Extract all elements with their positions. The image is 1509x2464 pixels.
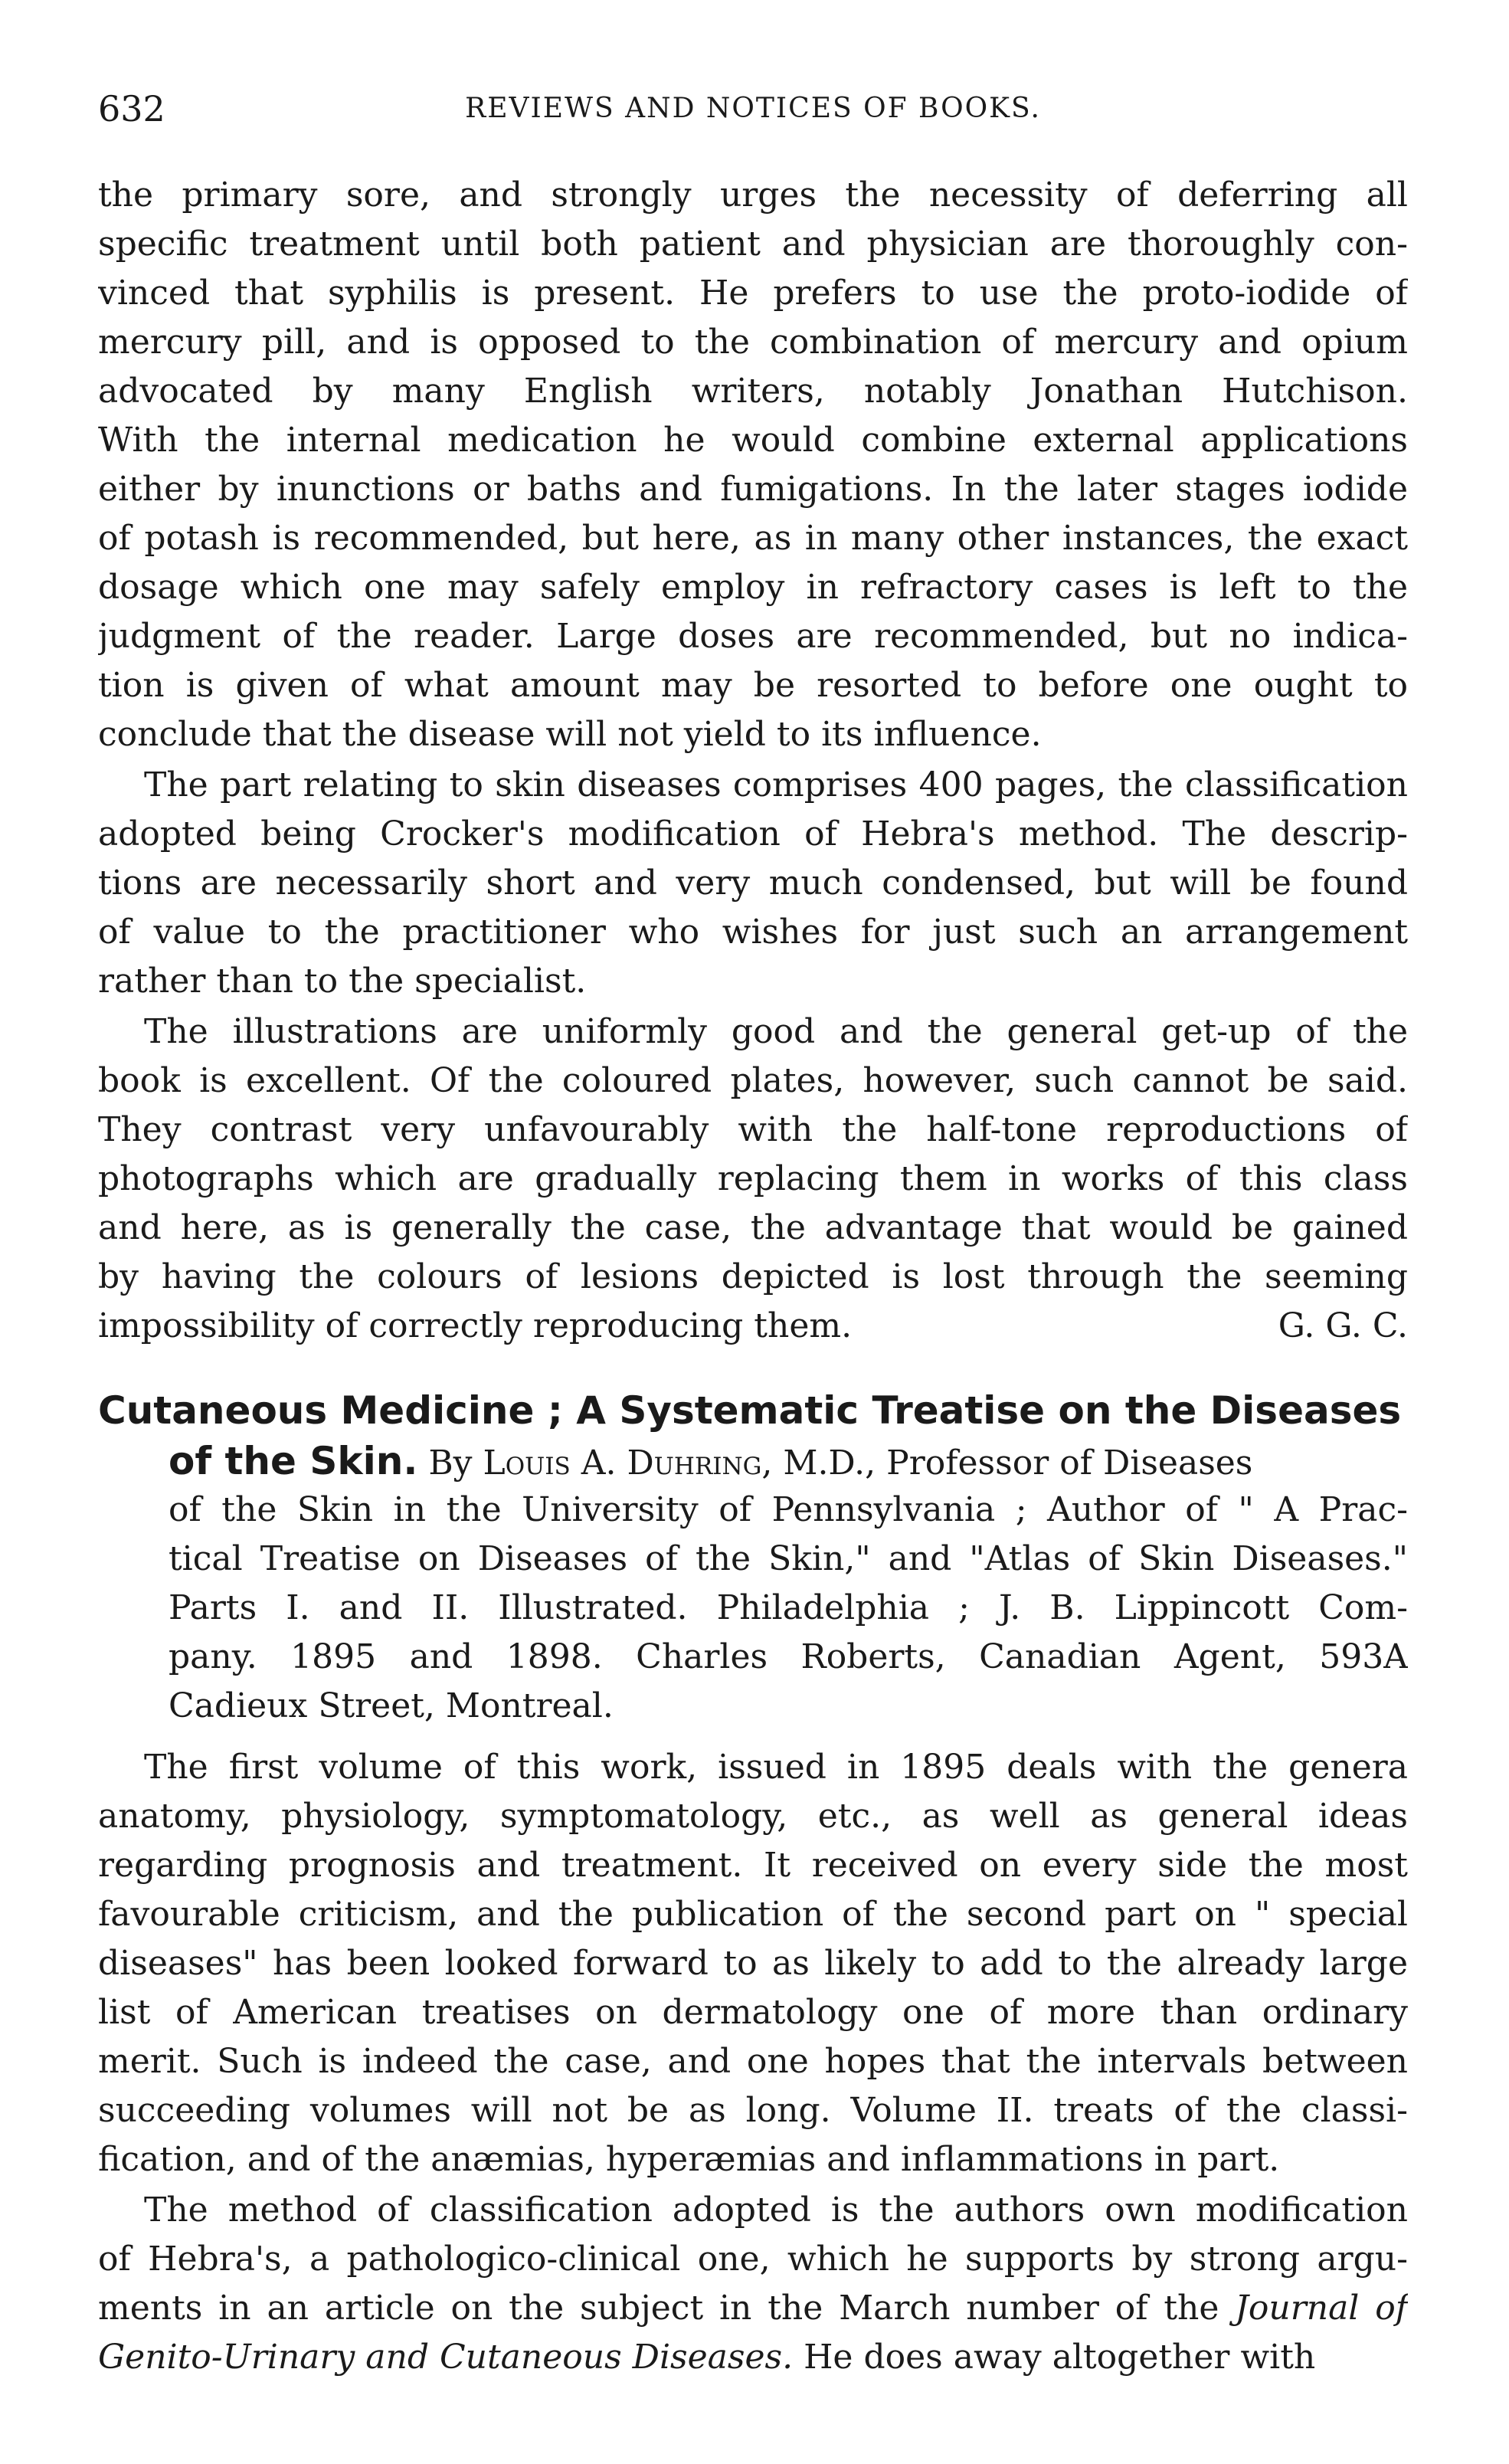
book-citation-line: of the Skin in the University of Pennsylvania ; Author of " A Prac- bbox=[169, 1490, 1408, 1529]
text-span: impossibility of correctly reproducing them. bbox=[98, 1306, 853, 1345]
text-line: either by inunctions or baths and fumigations. In the later stages iodide bbox=[98, 470, 1408, 509]
by-word: By bbox=[428, 1443, 473, 1483]
text-line: of Hebra's, a pathologico-clinical one, which he supports by strong argu- bbox=[98, 2240, 1408, 2279]
text-line: book is excellent. Of the coloured plates, however, such cannot be said. bbox=[98, 1061, 1408, 1100]
text-line: tions are necessarily short and very much condensed, but will be found bbox=[98, 863, 1408, 903]
book-title: Cutaneous Medicine ; A Systematic Treatise on the Diseases bbox=[98, 1388, 1402, 1433]
text-line: With the internal medication he would combine external applications bbox=[98, 421, 1408, 460]
text-line: specific treatment until both patient and physician are thoroughly con- bbox=[98, 224, 1408, 264]
text-line: of value to the practitioner who wishes for just such an arrangement bbox=[98, 913, 1408, 952]
text-line: by having the colours of lesions depicted is lost through the seeming bbox=[98, 1257, 1408, 1296]
text-line: favourable criticism, and the publication of the second part on " special bbox=[98, 1895, 1408, 1934]
text-line: judgment of the reader. Large doses are recommended, but no indica- bbox=[98, 617, 1408, 656]
text-line: and here, as is generally the case, the advantage that would be gained bbox=[98, 1208, 1408, 1247]
text-line: The first volume of this work, issued in 1895 deals with the genera bbox=[144, 1748, 1408, 1787]
text-span: He does away altogether with bbox=[793, 2338, 1316, 2377]
text-line: vinced that syphilis is present. He prefers to use the proto-iodide of bbox=[98, 274, 1408, 313]
book-citation-line: Parts I. and II. Illustrated. Philadelphia ; J. B. Lippincott Com- bbox=[169, 1588, 1408, 1627]
text-line: The illustrations are uniformly good and the general get-up of the bbox=[144, 1012, 1408, 1051]
text-line: tion is given of what amount may be resorted to before one ought to bbox=[98, 666, 1408, 705]
journal-title: Genito-Urinary and Cutaneous Diseases. bbox=[98, 2338, 794, 2377]
text-line: regarding prognosis and treatment. It received on every side the most bbox=[98, 1846, 1408, 1885]
text-line: rather than to the specialist. bbox=[98, 962, 587, 1001]
text-line: merit. Such is indeed the case, and one hopes that the intervals between bbox=[98, 2042, 1408, 2081]
book-citation-line bbox=[169, 1437, 1408, 1485]
text-line: the primary sore, and strongly urges the necessity of deferring all bbox=[98, 175, 1408, 215]
text-line: succeeding volumes will not be as long. Volume II. treats of the classi- bbox=[98, 2091, 1408, 2130]
text-line: The part relating to skin diseases comprises 400 pages, the classification bbox=[144, 765, 1408, 804]
running-head: REVIEWS AND NOTICES OF BOOKS. bbox=[465, 93, 1041, 124]
text-line: diseases" has been looked forward to as likely to add to the already large bbox=[98, 1944, 1408, 1983]
reviewer-signature: G. G. C. bbox=[1278, 1306, 1408, 1345]
book-citation-line: tical Treatise on Diseases of the Skin," and "Atlas of Skin Diseases." bbox=[169, 1539, 1408, 1578]
text-line: fication, and of the anæmias, hyperæmias and inflammations in part. bbox=[98, 2140, 1280, 2179]
text-line: photographs which are gradually replacing them in works of this class bbox=[98, 1159, 1408, 1198]
text-line: conclude that the disease will not yield to its influence. bbox=[98, 715, 1042, 754]
text-line: dosage which one may safely employ in refractory cases is left to the bbox=[98, 568, 1408, 607]
book-citation-line: pany. 1895 and 1898. Charles Roberts, Canadian Agent, 593A bbox=[169, 1637, 1408, 1676]
text-line: advocated by many English writers, notably Jonathan Hutchison. bbox=[98, 372, 1408, 411]
text-line: They contrast very unfavourably with the half-tone reproductions of bbox=[98, 1110, 1408, 1149]
text-line: of potash is recommended, but here, as in many other instances, the exact bbox=[98, 519, 1408, 558]
text-line: The method of classification adopted is the authors own modification bbox=[144, 2190, 1408, 2230]
author-name: Louis A. Duhring bbox=[483, 1443, 762, 1483]
author-credentials: , M.D., Professor of Diseases bbox=[761, 1443, 1253, 1483]
text-line bbox=[98, 2285, 1408, 2332]
text-line: list of American treatises on dermatology one of more than ordinary bbox=[98, 1993, 1408, 2032]
text-line: adopted being Crocker's modification of Hebra's method. The descrip- bbox=[98, 814, 1408, 854]
text-line bbox=[98, 1302, 1408, 1350]
text-line bbox=[98, 2334, 1408, 2381]
book-title-continued: of the Skin. bbox=[169, 1439, 418, 1483]
text-span: ments in an article on the subject in the March number of the bbox=[98, 2289, 1219, 2328]
page-header bbox=[98, 86, 1408, 132]
journal-title: Journal of bbox=[1235, 2289, 1408, 2328]
text-line: mercury pill, and is opposed to the combination of mercury and opium bbox=[98, 323, 1408, 362]
page-number: 632 bbox=[98, 88, 165, 129]
book-citation-line: Cadieux Street, Montreal. bbox=[169, 1686, 614, 1725]
text-line: anatomy, physiology, symptomatology, etc., as well as general ideas bbox=[98, 1797, 1408, 1836]
